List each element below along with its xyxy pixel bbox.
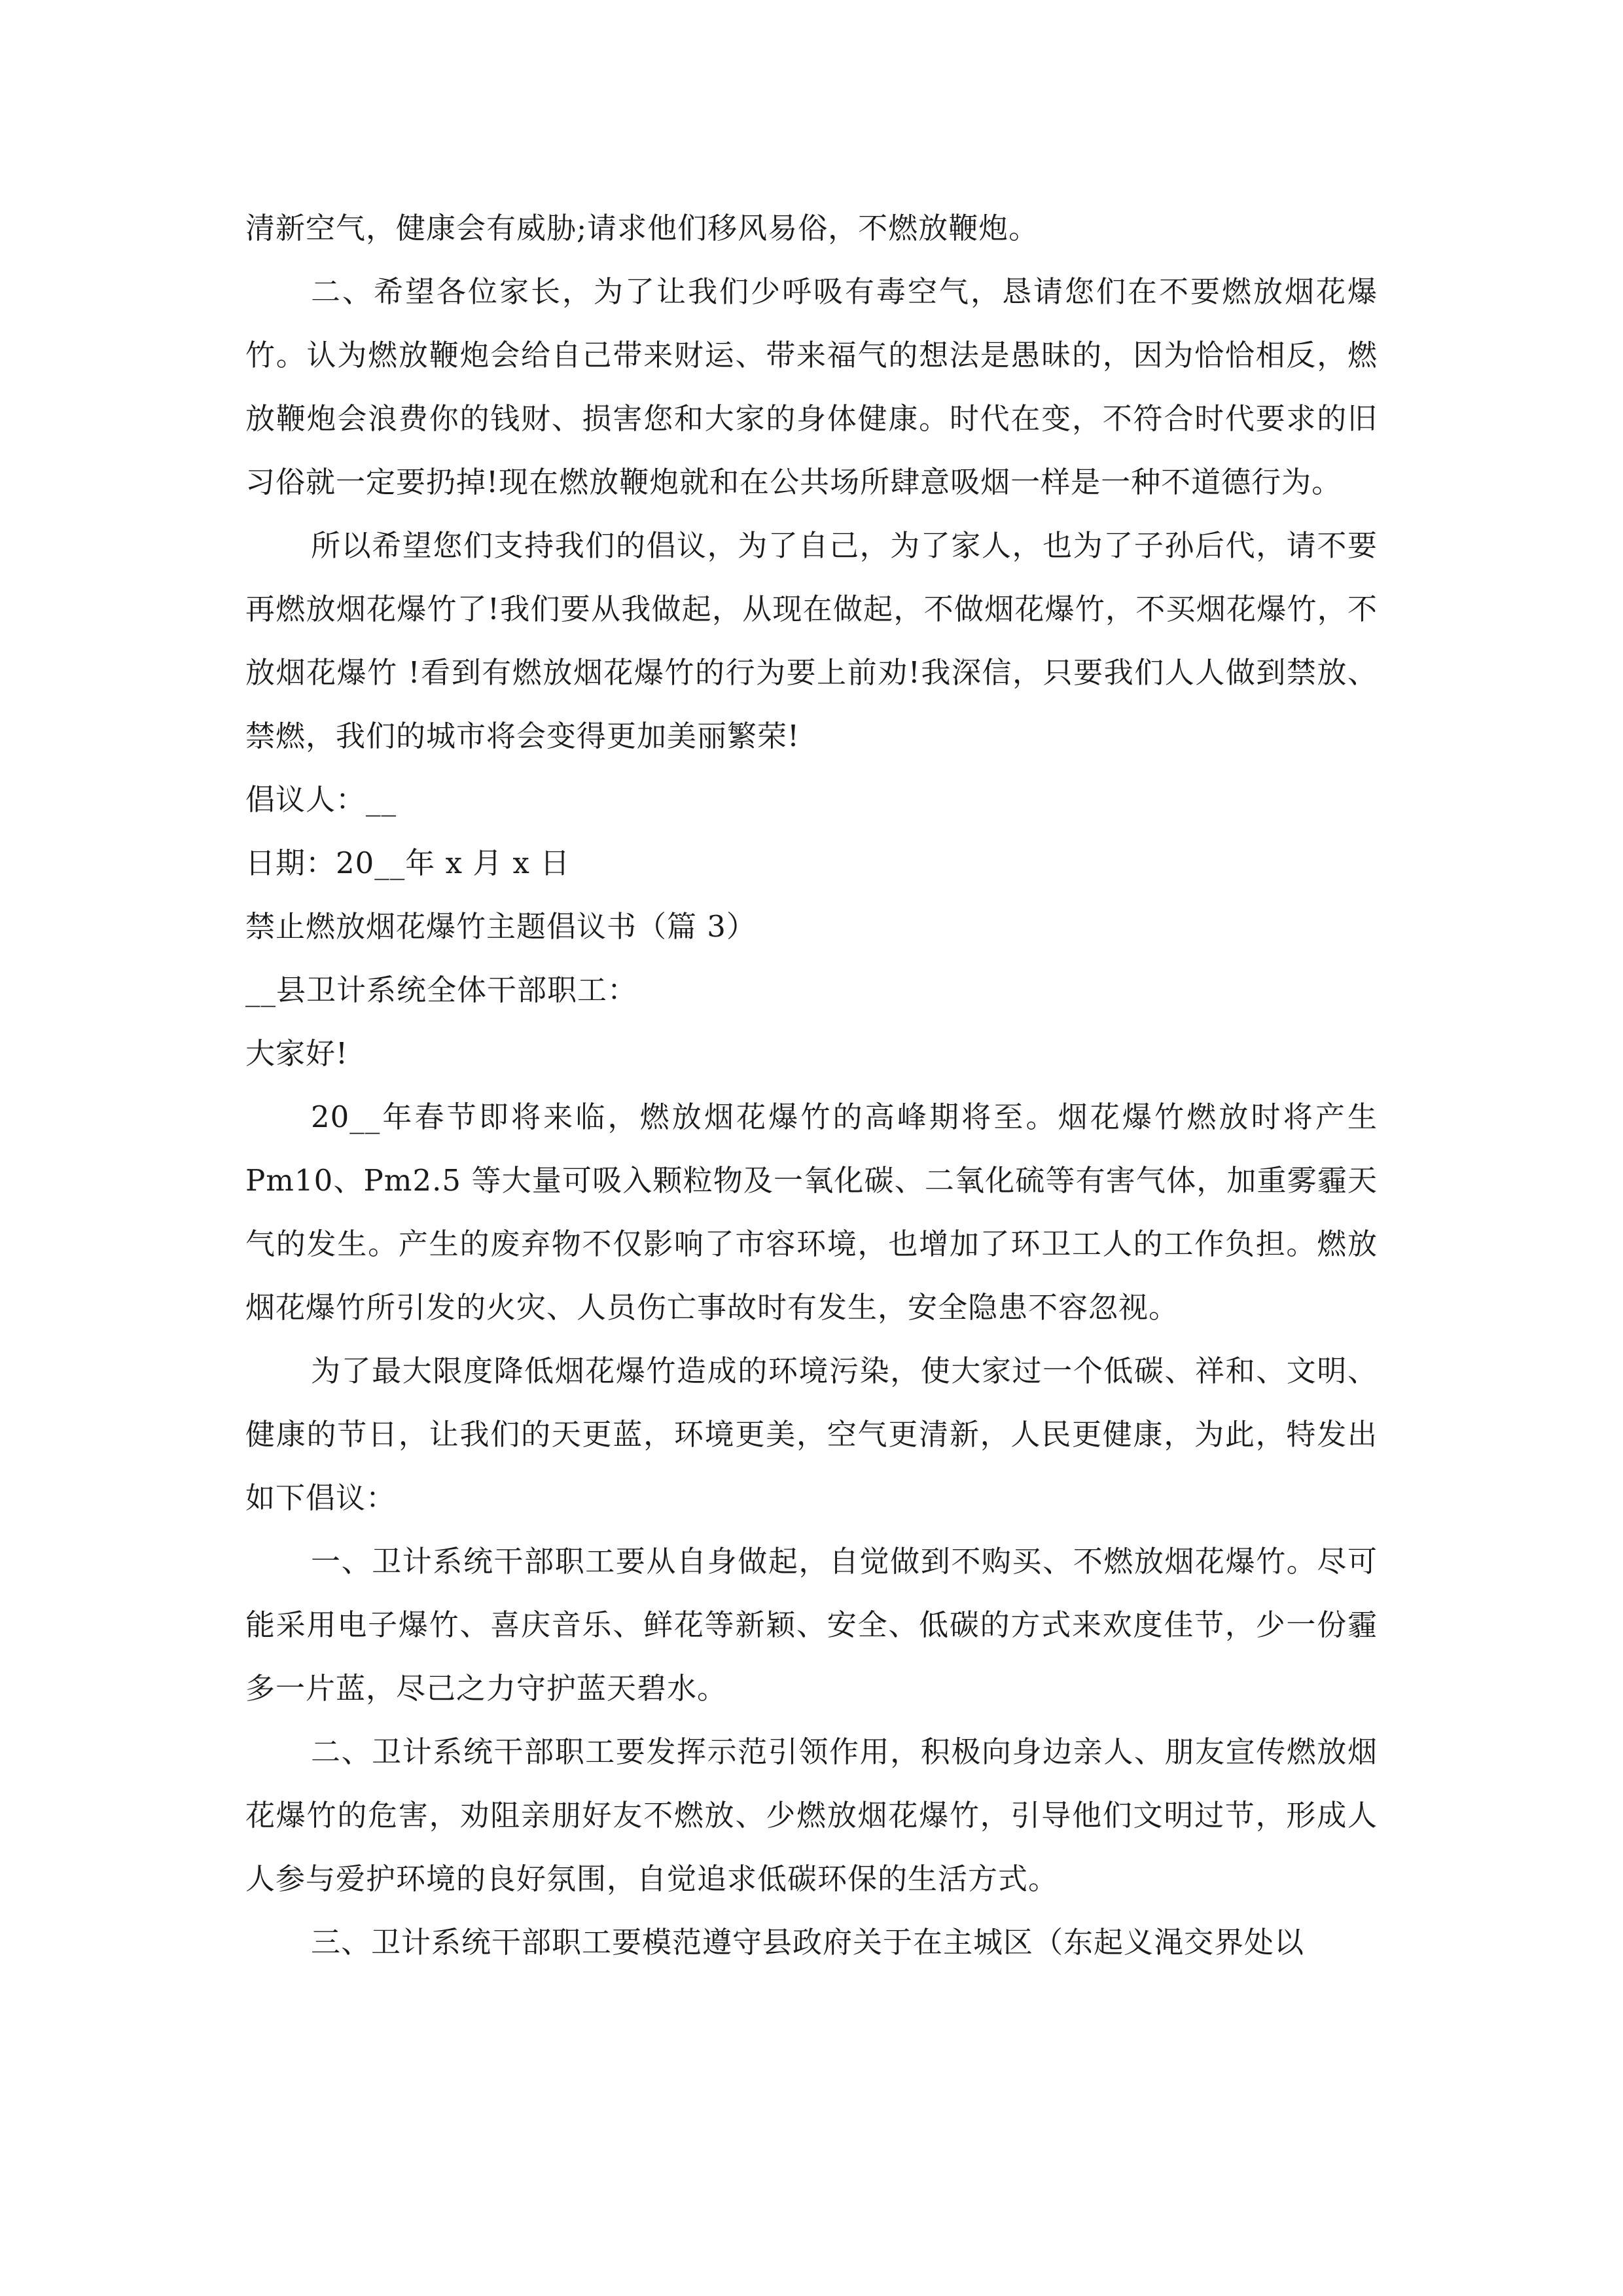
paragraph-purpose: 为了最大限度降低烟花爆竹造成的环境污染，使大家过一个低碳、祥和、文明、健康的节日，让我们的天更蓝，环境更美，空气更清新，人民更健康，为此，特发出如下倡议：	[245, 1354, 1378, 1515]
paragraph-point-two: 二、卫计系统干部职工要发挥示范引领作用，积极向身边亲人、朋友宣传燃放烟花爆竹的危害，劝阻亲朋好友不燃放、少燃放烟花爆竹，引导他们文明过节，形成人人参与爱护环境的良好氛围，自觉追求低碳环保的生活方式。	[245, 1734, 1378, 1896]
initiator-line: 倡议人：__	[245, 782, 397, 817]
paragraph-continuation: 清新空气，健康会有威胁;请求他们移风易俗，不燃放鞭炮。	[245, 211, 1039, 245]
salutation-recipients: __县卫计系统全体干部职工：	[245, 973, 638, 1007]
paragraph-point-three: 三、卫计系统干部职工要模范遵守县政府关于在主城区（东起义渑交界处以	[311, 1925, 1305, 1960]
date-line: 日期：20__年 x 月 x 日	[245, 846, 571, 880]
paragraph-festival-intro: 20__年春节即将来临，燃放烟花爆竹的高峰期将至。烟花爆竹燃放时将产生 Pm10、Pm2.5 等大量可吸入颗粒物及一氧化碳、二氧化硫等有害气体，加重雾霾天气的发生。产生的废弃物不仅影响了市容环境，也增加了环卫工人的工作负担。燃放烟花爆竹所引发的火灾、人员伤亡事故时有发生，安全隐患不容忽视。	[245, 1100, 1378, 1325]
paragraph-parents-appeal: 二、希望各位家长，为了让我们少呼吸有毒空气，恳请您们在不要燃放烟花爆竹。认为燃放鞭炮会给自己带来财运、带来福气的想法是愚昧的，因为恰恰相反，燃放鞭炮会浪费你的钱财、损害您和大家的身体健康。时代在变，不符合时代要求的旧习俗就一定要扔掉!现在燃放鞭炮就和在公共场所肆意吸烟一样是一种不道德行为。	[245, 274, 1378, 499]
section-title: 禁止燃放烟花爆竹主题倡议书（篇 3）	[245, 909, 757, 944]
greeting: 大家好!	[245, 1036, 349, 1071]
paragraph-support-appeal: 所以希望您们支持我们的倡议，为了自己，为了家人，也为了子孙后代，请不要再燃放烟花爆竹了!我们要从我做起，从现在做起，不做烟花爆竹，不买烟花爆竹，不放烟花爆竹 !看到有燃放烟花爆竹的行为要上前劝!我深信，只要我们人人做到禁放、禁燃，我们的城市将会变得更加美丽繁荣!	[245, 528, 1378, 753]
document-body	[245, 196, 1378, 1974]
paragraph-point-one: 一、卫计系统干部职工要从自身做起，自觉做到不购买、不燃放烟花爆竹。尽可能采用电子爆竹、喜庆音乐、鲜花等新颖、安全、低碳的方式来欢度佳节，少一份霾多一片蓝，尽己之力守护蓝天碧水。	[245, 1544, 1378, 1706]
